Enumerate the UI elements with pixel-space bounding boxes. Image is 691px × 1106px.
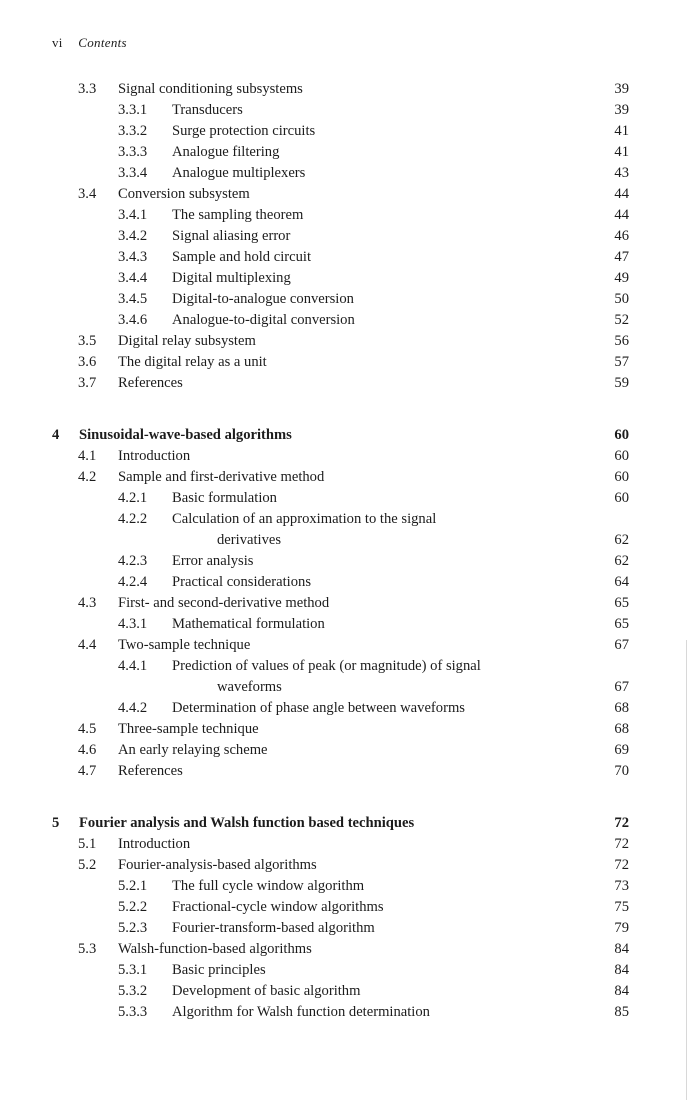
toc-section-entry — [0, 939, 691, 960]
entry-title: Two-sample technique — [118, 637, 251, 653]
toc-subsection-entry — [0, 876, 691, 897]
entry-title: Analogue multiplexers — [172, 165, 306, 181]
entry-page-number: 59 — [614, 375, 629, 391]
toc-chapter-entry — [0, 813, 691, 834]
entry-number: 4.1 — [78, 448, 97, 464]
toc-section-entry — [0, 761, 691, 782]
entry-page-number: 47 — [614, 249, 629, 265]
entry-page-number: 62 — [614, 553, 629, 569]
toc-section-entry — [0, 467, 691, 488]
page-header — [52, 35, 127, 51]
entry-title: An early relaying scheme — [118, 742, 268, 758]
toc-subsection-entry — [0, 614, 691, 635]
entry-number: 4.3 — [78, 595, 97, 611]
toc-subsection-entry — [0, 509, 691, 530]
entry-number: 3.4.2 — [118, 228, 148, 244]
toc-subsection-entry — [0, 897, 691, 918]
toc-subsection-entry — [0, 677, 691, 698]
entry-page-number: 46 — [614, 228, 629, 244]
toc-subsection-entry — [0, 310, 691, 331]
entry-title: Analogue-to-digital conversion — [172, 312, 355, 328]
entry-page-number: 62 — [614, 532, 629, 548]
entry-number: 4 — [52, 427, 60, 443]
entry-page-number: 65 — [614, 616, 629, 632]
entry-title: The digital relay as a unit — [118, 354, 267, 370]
toc-section-entry — [0, 79, 691, 100]
entry-title: Introduction — [118, 836, 191, 852]
entry-title: The sampling theorem — [172, 207, 304, 223]
toc-subsection-entry — [0, 121, 691, 142]
entry-page-number: 57 — [614, 354, 629, 370]
toc-section-entry — [0, 184, 691, 205]
entry-title: Fourier analysis and Walsh function based techniques — [79, 815, 415, 831]
entry-number: 4.3.1 — [118, 616, 148, 632]
entry-page-number: 52 — [614, 312, 629, 328]
entry-page-number: 79 — [614, 920, 629, 936]
toc-section-entry — [0, 834, 691, 855]
entry-page-number: 84 — [614, 962, 629, 978]
entry-page-number: 56 — [614, 333, 629, 349]
entry-number: 4.2.4 — [118, 574, 148, 590]
entry-number: 4.2.1 — [118, 490, 148, 506]
toc-subsection-entry — [0, 205, 691, 226]
entry-page-number: 67 — [614, 679, 629, 695]
toc-subsection-entry — [0, 226, 691, 247]
toc-subsection-entry — [0, 247, 691, 268]
entry-number: 5.3.3 — [118, 1004, 148, 1020]
entry-page-number: 41 — [614, 144, 629, 160]
running-title: Contents — [78, 35, 127, 50]
entry-number: 3.3.1 — [118, 102, 148, 118]
toc-subsection-entry — [0, 268, 691, 289]
entry-title: Development of basic algorithm — [172, 983, 361, 999]
entry-title: Prediction of values of peak (or magnitude) of signal — [172, 658, 481, 674]
toc-chapter-entry — [0, 425, 691, 446]
toc-subsection-entry — [0, 100, 691, 121]
entry-page-number: 44 — [614, 207, 629, 223]
entry-title: The full cycle window algorithm — [172, 878, 365, 894]
entry-number: 3.6 — [78, 354, 97, 370]
entry-title: Practical considerations — [172, 574, 311, 590]
entry-page-number: 65 — [614, 595, 629, 611]
toc-subsection-entry — [0, 289, 691, 310]
entry-number: 5.3.2 — [118, 983, 148, 999]
entry-page-number: 84 — [614, 983, 629, 999]
toc-subsection-entry — [0, 918, 691, 939]
entry-number: 5 — [52, 815, 60, 831]
entry-title: Basic formulation — [172, 490, 277, 506]
entry-number: 5.2.3 — [118, 920, 148, 936]
toc-subsection-entry — [0, 960, 691, 981]
entry-title: waveforms — [217, 679, 282, 695]
entry-number: 3.4.5 — [118, 291, 148, 307]
entry-title: Conversion subsystem — [118, 186, 250, 202]
entry-number: 4.2.3 — [118, 553, 148, 569]
toc-subsection-entry — [0, 572, 691, 593]
toc-subsection-entry — [0, 551, 691, 572]
entry-page-number: 84 — [614, 941, 629, 957]
entry-page-number: 44 — [614, 186, 629, 202]
entry-page-number: 43 — [614, 165, 629, 181]
entry-title: Sample and hold circuit — [172, 249, 312, 265]
entry-title: Determination of phase angle between waveforms — [172, 700, 465, 716]
entry-number: 4.7 — [78, 763, 97, 779]
entry-title: Signal aliasing error — [172, 228, 291, 244]
entry-page-number: 68 — [614, 700, 629, 716]
entry-title: Surge protection circuits — [172, 123, 316, 139]
entry-page-number: 85 — [614, 1004, 629, 1020]
entry-number: 3.4.1 — [118, 207, 148, 223]
entry-page-number: 72 — [614, 857, 629, 873]
toc-section-entry — [0, 352, 691, 373]
entry-title: Sample and first-derivative method — [118, 469, 325, 485]
toc-section-entry — [0, 373, 691, 394]
entry-title: Walsh-function-based algorithms — [118, 941, 312, 957]
entry-number: 3.5 — [78, 333, 97, 349]
page-edge-shadow — [686, 640, 687, 1100]
toc-section-entry — [0, 719, 691, 740]
toc-section-entry — [0, 855, 691, 876]
entry-number: 5.3 — [78, 941, 97, 957]
entry-title: Transducers — [172, 102, 243, 118]
entry-title: Signal conditioning subsystems — [118, 81, 303, 97]
entry-number: 3.4 — [78, 186, 97, 202]
page-number: vi — [52, 35, 63, 50]
toc-section-entry — [0, 331, 691, 352]
entry-number: 3.3.4 — [118, 165, 148, 181]
toc-subsection-entry — [0, 163, 691, 184]
entry-title: Algorithm for Walsh function determination — [172, 1004, 430, 1020]
entry-title: Digital relay subsystem — [118, 333, 256, 349]
entry-title: Three-sample technique — [118, 721, 259, 737]
toc-subsection-entry — [0, 698, 691, 719]
entry-page-number: 41 — [614, 123, 629, 139]
entry-title: Sinusoidal-wave-based algorithms — [79, 427, 292, 443]
entry-page-number: 72 — [614, 815, 629, 831]
entry-number: 5.2.1 — [118, 878, 148, 894]
entry-number: 5.2 — [78, 857, 97, 873]
entry-title: First- and second-derivative method — [118, 595, 330, 611]
entry-title: Digital-to-analogue conversion — [172, 291, 354, 307]
entry-page-number: 70 — [614, 763, 629, 779]
entry-title: Calculation of an approximation to the signal — [172, 511, 437, 527]
entry-title: References — [118, 763, 183, 779]
entry-page-number: 39 — [614, 102, 629, 118]
entry-number: 4.4 — [78, 637, 97, 653]
entry-title: Mathematical formulation — [172, 616, 325, 632]
entry-title: Digital multiplexing — [172, 270, 291, 286]
toc-subsection-entry — [0, 142, 691, 163]
toc-subsection-entry — [0, 530, 691, 551]
entry-title: Basic principles — [172, 962, 266, 978]
entry-number: 4.6 — [78, 742, 97, 758]
entry-number: 4.2 — [78, 469, 97, 485]
toc-section-entry — [0, 740, 691, 761]
entry-number: 3.4.3 — [118, 249, 148, 265]
entry-number: 5.2.2 — [118, 899, 148, 915]
entry-title: Fractional-cycle window algorithms — [172, 899, 384, 915]
toc-section-entry — [0, 635, 691, 656]
entry-number: 3.3.3 — [118, 144, 148, 160]
entry-number: 4.4.2 — [118, 700, 148, 716]
entry-page-number: 64 — [614, 574, 629, 590]
entry-page-number: 72 — [614, 836, 629, 852]
toc-section-entry — [0, 446, 691, 467]
entry-title: Analogue filtering — [172, 144, 280, 160]
entry-number: 4.4.1 — [118, 658, 148, 674]
entry-title: derivatives — [217, 532, 282, 548]
entry-title: Error analysis — [172, 553, 254, 569]
entry-page-number: 73 — [614, 878, 629, 894]
entry-title: Fourier-transform-based algorithm — [172, 920, 375, 936]
entry-title: Fourier-analysis-based algorithms — [118, 857, 317, 873]
entry-page-number: 60 — [614, 427, 629, 443]
toc-subsection-entry — [0, 656, 691, 677]
entry-number: 5.3.1 — [118, 962, 148, 978]
toc-section-entry — [0, 593, 691, 614]
entry-page-number: 69 — [614, 742, 629, 758]
entry-page-number: 68 — [614, 721, 629, 737]
entry-title: Introduction — [118, 448, 191, 464]
toc-subsection-entry — [0, 488, 691, 509]
entry-number: 3.4.4 — [118, 270, 148, 286]
entry-page-number: 39 — [614, 81, 629, 97]
entry-page-number: 49 — [614, 270, 629, 286]
toc-subsection-entry — [0, 1002, 691, 1023]
entry-page-number: 50 — [614, 291, 629, 307]
entry-number: 5.1 — [78, 836, 97, 852]
toc-subsection-entry — [0, 981, 691, 1002]
entry-number: 3.7 — [78, 375, 97, 391]
entry-page-number: 60 — [614, 448, 629, 464]
entry-page-number: 60 — [614, 490, 629, 506]
entry-title: References — [118, 375, 183, 391]
entry-number: 3.3.2 — [118, 123, 148, 139]
entry-number: 3.4.6 — [118, 312, 148, 328]
entry-page-number: 75 — [614, 899, 629, 915]
entry-page-number: 67 — [614, 637, 629, 653]
entry-number: 4.2.2 — [118, 511, 148, 527]
entry-page-number: 60 — [614, 469, 629, 485]
entry-number: 3.3 — [78, 81, 97, 97]
entry-number: 4.5 — [78, 721, 97, 737]
